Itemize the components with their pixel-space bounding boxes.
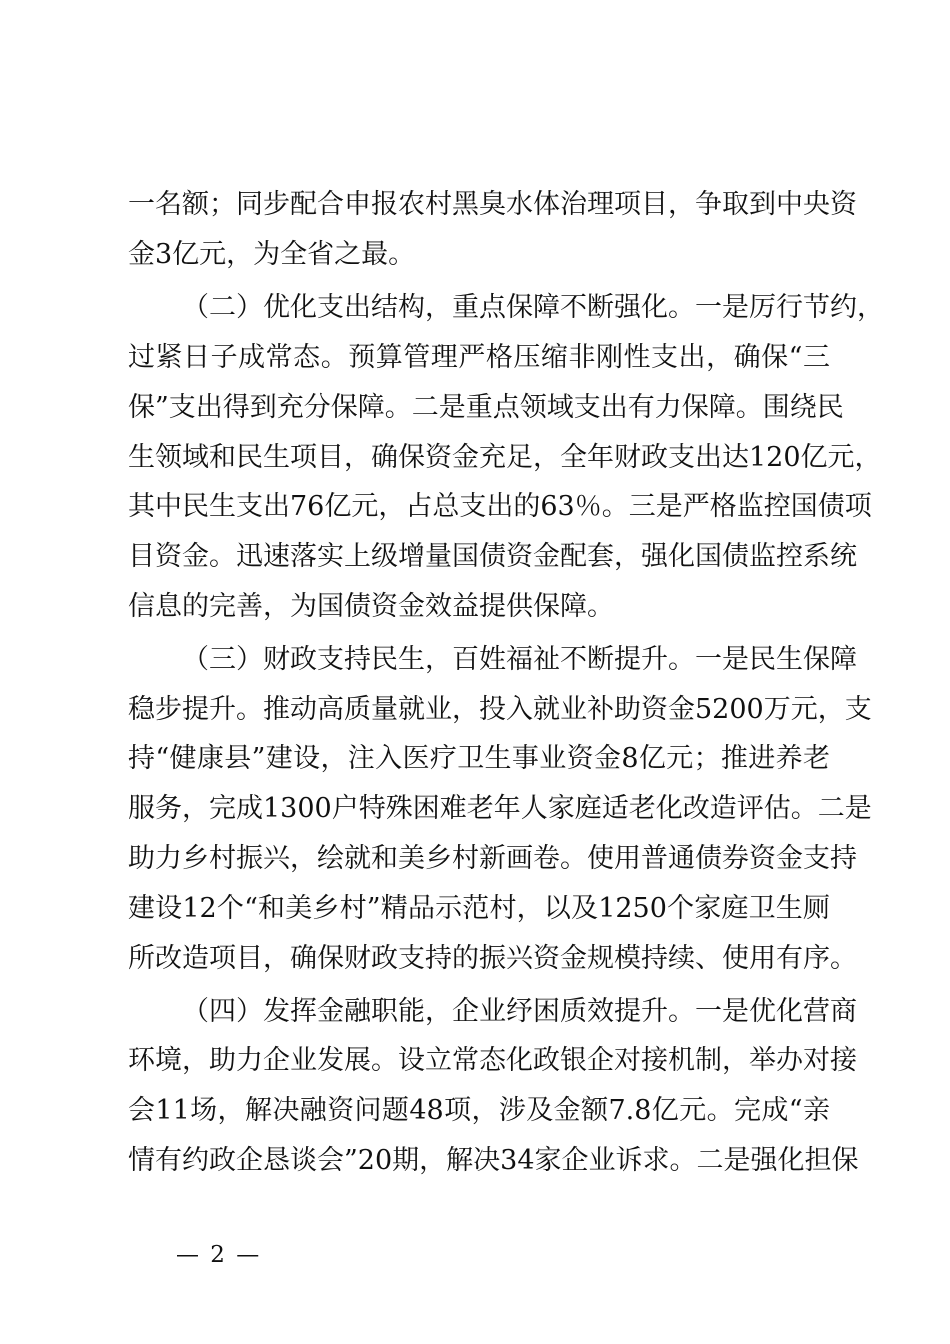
text-line: 信息的完善，为国债资金效益提供保障。 [128,591,614,622]
text-line: 助力乡村振兴，绘就和美乡村新画卷。使用普通债券资金支持 [128,843,857,874]
text-line: 环境，助力企业发展。设立常态化政银企对接机制，举办对接 [128,1045,857,1076]
text-line: 生领域和民生项目，确保资金充足，全年财政支出达120亿元， [128,442,882,473]
text-line: 目资金。迅速落实上级增量国债资金配套，强化国债监控系统 [128,541,857,572]
text-line: 保”支出得到充分保障。二是重点领域支出有力保障。围绕民 [128,392,844,423]
text-line: 情有约政企恳谈会”20期，解决34家企业诉求。二是强化担保 [128,1145,859,1176]
text-line: 建设12个“和美乡村”精品示范村，以及1250个家庭卫生厕 [128,893,830,924]
text-line: 稳步提升。推动高质量就业，投入就业补助资金5200万元，支 [128,694,872,725]
paragraph-heading-line: （四）发挥金融职能，企业纾困质效提升。一是优化营商 [182,996,857,1027]
text-line: 会11场，解决融资问题48项，涉及金额7.8亿元。完成“亲 [128,1095,830,1126]
text-line: 所改造项目，确保财政支持的振兴资金规模持续、使用有序。 [128,943,857,974]
text-line: 服务，完成1300户特殊困难老年人家庭适老化改造评估。二是 [128,793,872,824]
text-line: 金3亿元，为全省之最。 [128,239,416,270]
text-line: 其中民生支出76亿元，占总支出的63％。三是严格监控国债项 [128,491,872,522]
text-line: 过紧日子成常态。预算管理严格压缩非刚性支出，确保“三 [128,342,830,373]
paragraph-heading-line: （三）财政支持民生，百姓福祉不断提升。一是民生保障 [182,644,857,675]
text-line: 一名额；同步配合申报农村黑臭水体治理项目，争取到中央资 [128,189,857,220]
paragraph-heading-line: （二）优化支出结构，重点保障不断强化。一是厉行节约， [182,292,884,323]
page-number: — 2 — [176,1242,262,1268]
text-line: 持“健康县”建设，注入医疗卫生事业资金8亿元；推进养老 [128,743,830,774]
